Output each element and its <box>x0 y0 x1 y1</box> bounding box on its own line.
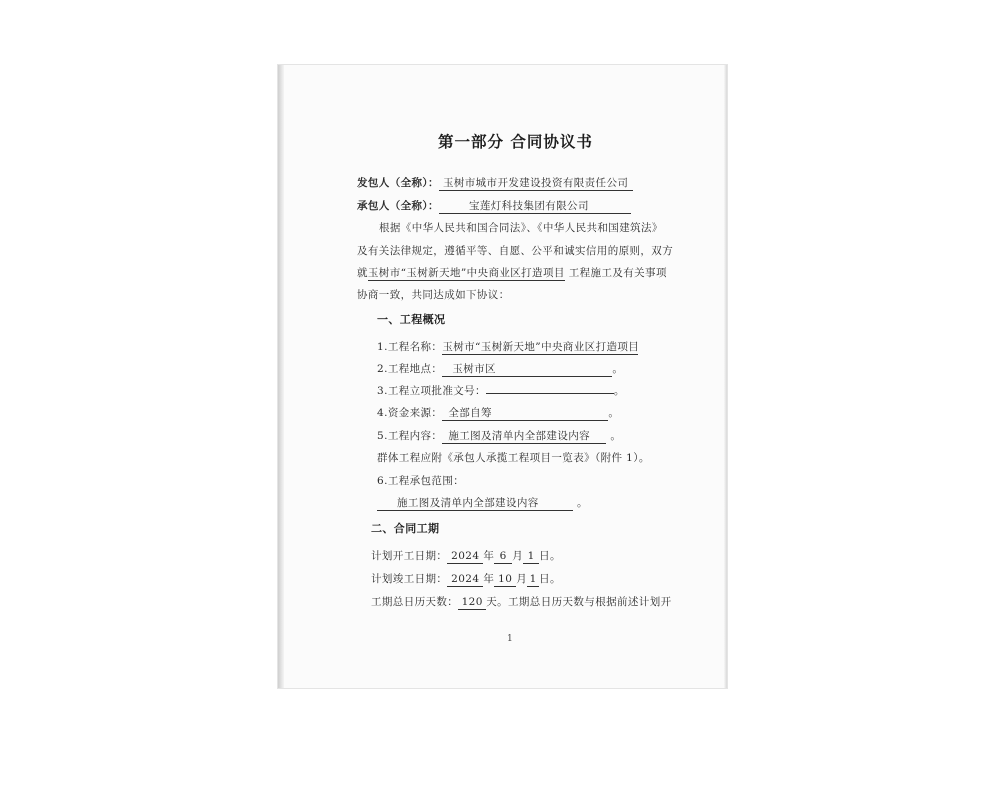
item-5-line <box>377 429 621 444</box>
start-year: 2024 <box>447 550 483 564</box>
item-6-value: 施工图及清单内全部建设内容 <box>377 497 573 511</box>
employer-name: 玉树市城市开发建设投资有限责任公司 <box>439 177 633 191</box>
item-3-label: 3.工程立项批准文号： <box>377 385 486 397</box>
item-2-label: 2.工程地点： <box>377 363 443 375</box>
item-3-value <box>486 393 614 394</box>
start-day-char: 日。 <box>539 550 561 562</box>
finish-month: 10 <box>494 573 516 587</box>
intro-line-3 <box>357 266 667 281</box>
start-day: 1 <box>523 550 539 564</box>
item-6-label: 6.工程承包范围： <box>377 475 465 487</box>
start-year-char: 年 <box>483 550 495 562</box>
total-days-suffix: 天。工期总日历天数与根据前述计划开 <box>486 596 672 608</box>
intro-line-3-prefix: 就 <box>357 267 368 279</box>
start-date-line <box>371 549 561 564</box>
employer-line <box>357 176 633 191</box>
item-3-period: 。 <box>613 385 625 397</box>
employer-label: 发包人（全称）： <box>357 177 439 189</box>
finish-date-line <box>371 572 561 587</box>
document-title: 第一部分 合同协议书 <box>438 133 593 151</box>
section-2-heading: 二、合同工期 <box>371 522 440 535</box>
scanned-document-page <box>278 65 727 688</box>
finish-day: 1 <box>527 573 539 587</box>
intro-project-name: 玉树市“玉树新天地”中央商业区打造项目 <box>367 267 565 279</box>
intro-line-3-suffix: 工程施工及有关事项 <box>568 267 667 279</box>
finish-month-char: 月 <box>516 573 528 585</box>
item-4-value: 全部自筹 <box>442 407 608 421</box>
start-month: 6 <box>494 550 512 564</box>
contractor-label: 承包人（全称）： <box>357 200 439 212</box>
item-1-value: 玉树市“玉树新天地”中央商业区打造项目 <box>442 341 640 353</box>
item-6-period: 。 <box>577 497 588 509</box>
scan-shadow-right <box>724 65 727 688</box>
item-5-value: 施工图及清单内全部建设内容 <box>442 430 606 444</box>
intro-line-1: 根据《中华人民共和国合同法》、《中华人民共和国建筑法》 <box>379 222 663 234</box>
item-4-label: 4.资金来源： <box>377 407 443 419</box>
total-days-label: 工期总日历天数： <box>371 596 459 608</box>
item-1-label: 1.工程名称： <box>377 341 443 353</box>
scan-shadow-left <box>278 65 284 688</box>
item-3-line <box>377 384 625 398</box>
item-6-line <box>377 496 588 511</box>
start-month-char: 月 <box>512 550 524 562</box>
item-2-line <box>377 362 623 377</box>
finish-date-label: 计划竣工日期： <box>371 573 448 585</box>
item-4-line <box>377 406 619 421</box>
group-project-note: 群体工程应附《承包人承揽工程项目一览表》（附件 1）。 <box>377 452 650 464</box>
section-1-heading: 一、工程概况 <box>377 313 446 326</box>
item-2-period: 。 <box>612 363 624 375</box>
total-days-value: 120 <box>458 596 486 610</box>
item-5-label: 5.工程内容： <box>377 430 443 442</box>
contractor-line <box>357 199 631 214</box>
start-date-label: 计划开工日期： <box>371 550 448 562</box>
intro-line-2: 及有关法律规定，遵循平等、自愿、公平和诚实信用的原则，双方 <box>357 245 674 257</box>
item-1-line <box>377 340 638 355</box>
item-4-period: 。 <box>608 407 620 419</box>
item-5-period: 。 <box>610 430 622 442</box>
finish-year: 2024 <box>447 573 483 587</box>
total-days-line <box>371 595 672 610</box>
contractor-name: 宝莲灯科技集团有限公司 <box>439 200 631 214</box>
finish-day-char: 日。 <box>539 573 561 585</box>
page-number: 1 <box>507 634 514 644</box>
item-2-value: 玉树市区 <box>442 363 612 377</box>
intro-line-4: 协商一致，共同达成如下协议： <box>357 289 510 301</box>
finish-year-char: 年 <box>483 573 495 585</box>
